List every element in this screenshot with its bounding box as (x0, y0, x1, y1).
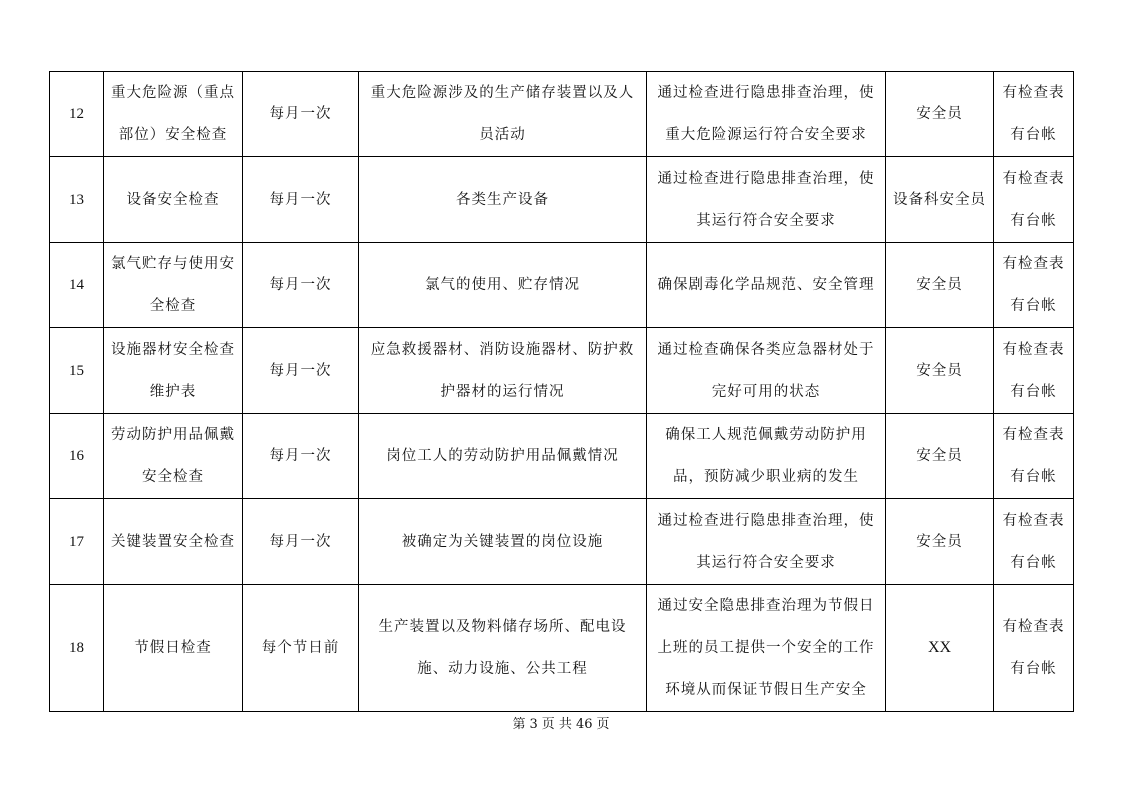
record-type: 有检查表有台帐 (994, 414, 1074, 499)
check-frequency: 每月一次 (243, 414, 359, 499)
check-item: 氯气贮存与使用安全检查 (104, 243, 243, 328)
check-frequency: 每月一次 (243, 243, 359, 328)
row-number: 17 (50, 499, 104, 585)
check-frequency: 每月一次 (243, 328, 359, 414)
row-number: 16 (50, 414, 104, 499)
footer-middle: 页 共 (541, 717, 572, 732)
table-row (50, 328, 1074, 414)
check-item: 劳动防护用品佩戴安全检查 (104, 414, 243, 499)
record-type: 有检查表有台帐 (994, 585, 1074, 712)
responsible-person: 安全员 (886, 414, 994, 499)
check-frequency: 每月一次 (243, 72, 359, 157)
check-scope: 生产装置以及物料储存场所、配电设施、动力设施、公共工程 (359, 585, 647, 712)
record-type: 有检查表有台帐 (994, 157, 1074, 243)
table-row (50, 585, 1074, 712)
footer-suffix: 页 (596, 717, 610, 732)
check-frequency: 每月一次 (243, 157, 359, 243)
check-scope: 岗位工人的劳动防护用品佩戴情况 (359, 414, 647, 499)
page-footer (0, 713, 1122, 732)
row-number: 15 (50, 328, 104, 414)
footer-prefix: 第 (512, 717, 526, 732)
responsible-person: 安全员 (886, 243, 994, 328)
row-number: 14 (50, 243, 104, 328)
footer-total-pages: 46 (575, 717, 593, 732)
check-item: 设施器材安全检查维护表 (104, 328, 243, 414)
table-row (50, 243, 1074, 328)
check-goal: 通过检查进行隐患排查治理，使其运行符合安全要求 (647, 157, 886, 243)
table-row (50, 499, 1074, 585)
check-goal: 确保工人规范佩戴劳动防护用品，预防减少职业病的发生 (647, 414, 886, 499)
check-scope: 各类生产设备 (359, 157, 647, 243)
table-row (50, 157, 1074, 243)
inspection-table (49, 71, 1074, 712)
check-goal: 通过检查确保各类应急器材处于完好可用的状态 (647, 328, 886, 414)
responsible-person: 安全员 (886, 499, 994, 585)
check-item: 关键装置安全检查 (104, 499, 243, 585)
check-item: 重大危险源（重点部位）安全检查 (104, 72, 243, 157)
responsible-person: XX (886, 585, 994, 712)
check-goal: 确保剧毒化学品规范、安全管理 (647, 243, 886, 328)
record-type: 有检查表有台帐 (994, 72, 1074, 157)
check-frequency: 每月一次 (243, 499, 359, 585)
record-type: 有检查表有台帐 (994, 243, 1074, 328)
check-scope: 应急救援器材、消防设施器材、防护救护器材的运行情况 (359, 328, 647, 414)
responsible-person: 安全员 (886, 72, 994, 157)
check-goal: 通过检查进行隐患排查治理，使重大危险源运行符合安全要求 (647, 72, 886, 157)
check-goal: 通过安全隐患排查治理为节假日上班的员工提供一个安全的工作环境从而保证节假日生产安全 (647, 585, 886, 712)
check-item: 设备安全检查 (104, 157, 243, 243)
check-item: 节假日检查 (104, 585, 243, 712)
check-frequency: 每个节日前 (243, 585, 359, 712)
table-row (50, 72, 1074, 157)
check-scope: 重大危险源涉及的生产储存装置以及人员活动 (359, 72, 647, 157)
row-number: 18 (50, 585, 104, 712)
check-scope: 氯气的使用、贮存情况 (359, 243, 647, 328)
check-goal: 通过检查进行隐患排查治理，使其运行符合安全要求 (647, 499, 886, 585)
row-number: 12 (50, 72, 104, 157)
responsible-person: 设备科安全员 (886, 157, 994, 243)
responsible-person: 安全员 (886, 328, 994, 414)
record-type: 有检查表有台帐 (994, 328, 1074, 414)
check-scope: 被确定为关键装置的岗位设施 (359, 499, 647, 585)
footer-page-number: 3 (529, 717, 538, 732)
record-type: 有检查表有台帐 (994, 499, 1074, 585)
row-number: 13 (50, 157, 104, 243)
table-row (50, 414, 1074, 499)
